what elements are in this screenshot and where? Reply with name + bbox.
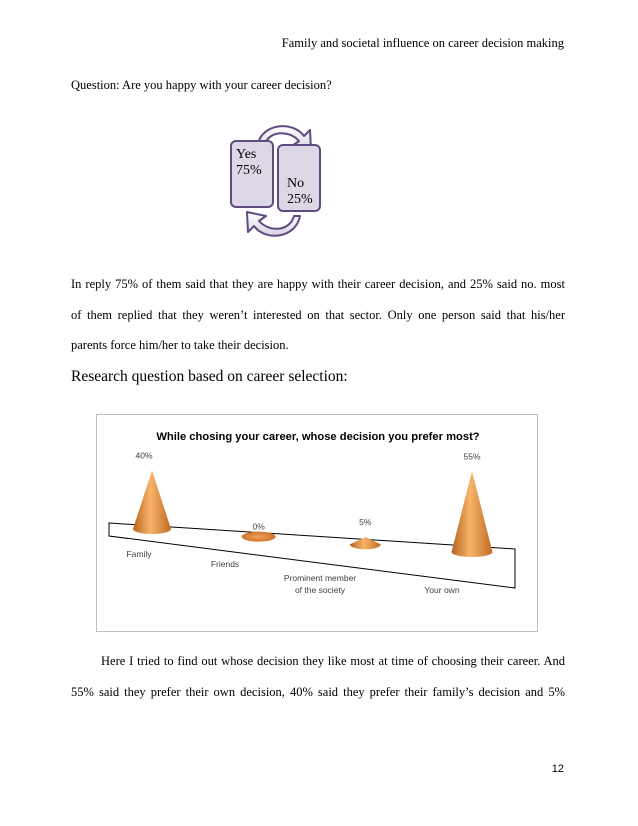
category-label-2-line-0: Prominent member bbox=[283, 573, 357, 583]
category-label-0: Family bbox=[126, 549, 152, 559]
bottom-cycle-arrow bbox=[247, 212, 300, 236]
cone-3 bbox=[452, 471, 493, 557]
paragraph-line-3: parents force him/her to take their decision. bbox=[71, 338, 289, 352]
paragraph2-line-2: 55% said they prefer their own decision, 40% said they prefer their family’s decision and 5% bbox=[71, 685, 565, 699]
yes-label: Yes bbox=[236, 147, 257, 162]
no-label: No bbox=[287, 176, 305, 191]
category-label-1: Friends bbox=[210, 559, 240, 569]
cycle-diagram bbox=[222, 116, 334, 246]
chart-title: While chosing your career, whose decision you prefer most? bbox=[156, 431, 480, 443]
question-text: Question: Are you happy with your career decision? bbox=[71, 78, 332, 92]
yes-value: 75% bbox=[236, 163, 262, 178]
page-number: 12 bbox=[551, 763, 564, 775]
yes-box bbox=[230, 140, 274, 208]
cone-base-1 bbox=[242, 532, 276, 542]
data-label-3: 55% bbox=[463, 451, 481, 462]
no-value: 25% bbox=[287, 192, 313, 207]
career-decision-chart bbox=[97, 415, 539, 633]
cone-0 bbox=[133, 470, 171, 534]
data-label-2: 5% bbox=[359, 517, 372, 527]
running-header: Family and societal influence on career decision making bbox=[281, 36, 564, 50]
section-heading: Research question based on career selection: bbox=[71, 368, 348, 385]
category-label-2-line-1: of the society bbox=[294, 585, 346, 595]
no-box bbox=[277, 144, 321, 212]
chart-frame bbox=[96, 414, 538, 632]
paragraph2-line-1: Here I tried to find out whose decision they like most at time of choosing their career. And bbox=[101, 654, 565, 668]
category-label-3: Your own bbox=[424, 585, 460, 595]
data-label-1: 0% bbox=[252, 521, 265, 532]
data-label-0: 40% bbox=[135, 450, 153, 461]
paragraph-line-2: of them replied that they weren’t interested on that sector. Only one person said that his/her bbox=[71, 308, 565, 322]
paragraph-line-1: In reply 75% of them said that they are happy with their career decision, and 25% said no. most bbox=[71, 277, 565, 291]
